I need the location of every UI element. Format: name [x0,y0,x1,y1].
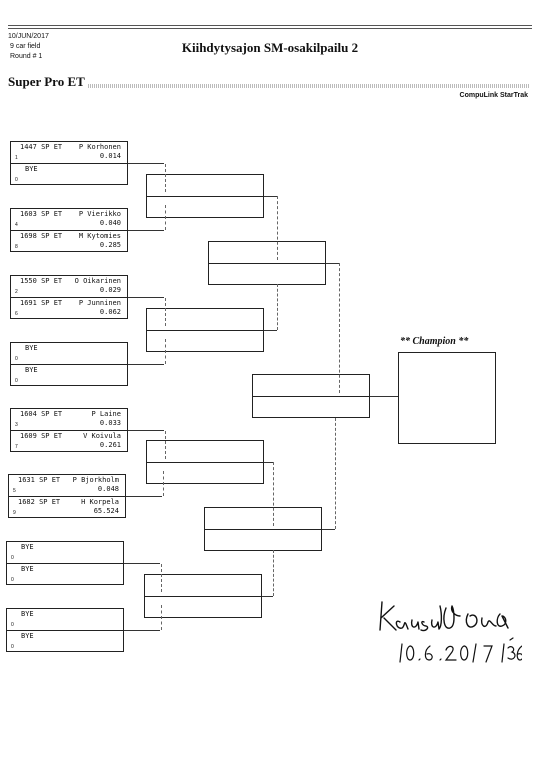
bye-label: BYE [21,632,34,640]
connector [335,418,336,529]
connector [277,196,278,260]
race-box-2[interactable] [10,208,128,252]
header-rule-bottom [8,28,532,29]
round2-box-1[interactable] [146,174,264,218]
car-class-number: 1682 SP ET [18,498,61,506]
seed-number: 0 [15,356,18,362]
lane-top[interactable] [7,542,123,564]
champion-label: ** Champion ** [400,336,469,347]
reaction-time: 0.029 [99,286,121,294]
class-name: Super Pro ET [8,74,85,89]
seed-number: 9 [13,510,16,516]
event-title: Kiihdytysajon SM-osakilpailu 2 [181,40,359,55]
lane-bottom[interactable] [7,631,123,653]
connector [128,163,164,164]
semifinal-box-1[interactable] [208,241,326,285]
connector [277,284,278,330]
header-rule-top [8,25,532,26]
connector [163,471,164,496]
bye-label: BYE [25,366,38,374]
reaction-time: 0.048 [97,485,119,493]
seed-number: 5 [13,488,16,494]
brand-label: CompuLink StarTrak [459,92,528,99]
bye-label: BYE [25,344,38,352]
seed-number: 4 [15,222,18,228]
seed-number: 0 [11,555,14,561]
lane-bottom[interactable] [11,298,127,320]
seed-number: 6 [15,311,18,317]
bye-label: BYE [21,543,34,551]
connector [165,164,166,192]
connector [273,550,274,596]
reaction-time: 0.014 [99,152,121,160]
lane-top[interactable] [11,343,127,365]
seed-number: 0 [11,577,14,583]
car-class-number: 1447 SP ET [20,143,63,151]
car-class-number: 1691 SP ET [20,299,63,307]
bye-label: BYE [25,165,38,173]
reaction-time: 0.062 [99,308,121,316]
lane-top[interactable] [11,209,127,231]
event-date: 10/JUN/2017 [8,33,49,40]
connector [370,396,398,397]
lane-top[interactable] [7,609,123,631]
reaction-time: 0.040 [99,219,121,227]
lane-bottom[interactable] [9,497,125,519]
round-number: Round # 1 [10,53,43,60]
connector [126,496,162,497]
connector [161,564,162,592]
connector [124,563,160,564]
driver-name: P Korhonen [78,143,121,151]
connector [262,596,273,597]
connector [128,430,164,431]
driver-name: O Oikarinen [74,277,121,285]
car-class-number: 1609 SP ET [20,432,63,440]
car-class-number: 1550 SP ET [20,277,63,285]
lane-bottom[interactable] [11,431,127,453]
driver-name: H Korpela [81,498,119,506]
connector [124,630,160,631]
seed-number: 0 [11,622,14,628]
lane-top[interactable] [11,276,127,298]
seed-number: 0 [15,378,18,384]
reaction-time: 0.285 [99,241,121,249]
race-box-5[interactable] [10,408,128,452]
driver-name: V Koivula [83,432,121,440]
race-box-1[interactable] [10,141,128,185]
connector [326,263,339,264]
connector [165,298,166,326]
final-box[interactable] [252,374,370,418]
connector [128,364,164,365]
connector [128,230,164,231]
connector [273,462,274,526]
reaction-time: 65.524 [93,507,119,515]
driver-name: P Junninen [78,299,121,307]
connector [322,529,335,530]
seed-number: 0 [15,177,18,183]
lane-bottom[interactable] [11,365,127,387]
handwritten-signature [372,596,522,666]
driver-name: P Vierikko [78,210,121,218]
car-class-number: 1603 SP ET [20,210,63,218]
seed-number: 0 [11,644,14,650]
reaction-time: 0.261 [99,441,121,449]
race-box-6[interactable] [8,474,126,518]
connector [165,431,166,459]
connector [264,330,277,331]
seed-number: 3 [15,422,18,428]
lane-bottom[interactable] [7,564,123,586]
driver-name: P Bjorkholm [72,476,119,484]
seed-number: 2 [15,289,18,295]
connector [165,205,166,230]
driver-name: P Laine [91,410,121,418]
connector [161,605,162,630]
race-box-7[interactable] [6,541,124,585]
reaction-time: 0.033 [99,419,121,427]
field-size: 9 car field [10,43,41,50]
seed-number: 1 [15,155,18,161]
lane-top[interactable] [9,475,125,497]
driver-name: M Kytomies [78,232,121,240]
connector [128,297,164,298]
car-class-number: 1698 SP ET [20,232,63,240]
race-box-3[interactable] [10,275,128,319]
connector [264,462,273,463]
bye-label: BYE [21,565,34,573]
lane-bottom[interactable] [11,164,127,186]
connector [339,263,340,393]
race-box-4[interactable] [10,342,128,386]
lane-top[interactable] [11,142,127,164]
champion-box[interactable] [398,352,496,444]
seed-number: 7 [15,444,18,450]
lane-top[interactable] [11,409,127,431]
race-box-8[interactable] [6,608,124,652]
semifinal-box-2[interactable] [204,507,322,551]
lane-bottom[interactable] [11,231,127,253]
car-class-number: 1604 SP ET [20,410,63,418]
round2-box-2[interactable] [146,308,264,352]
bye-label: BYE [21,610,34,618]
seed-number: 8 [15,244,18,250]
class-fill-pattern [88,84,530,88]
connector [165,339,166,364]
connector [264,196,277,197]
car-class-number: 1631 SP ET [18,476,61,484]
